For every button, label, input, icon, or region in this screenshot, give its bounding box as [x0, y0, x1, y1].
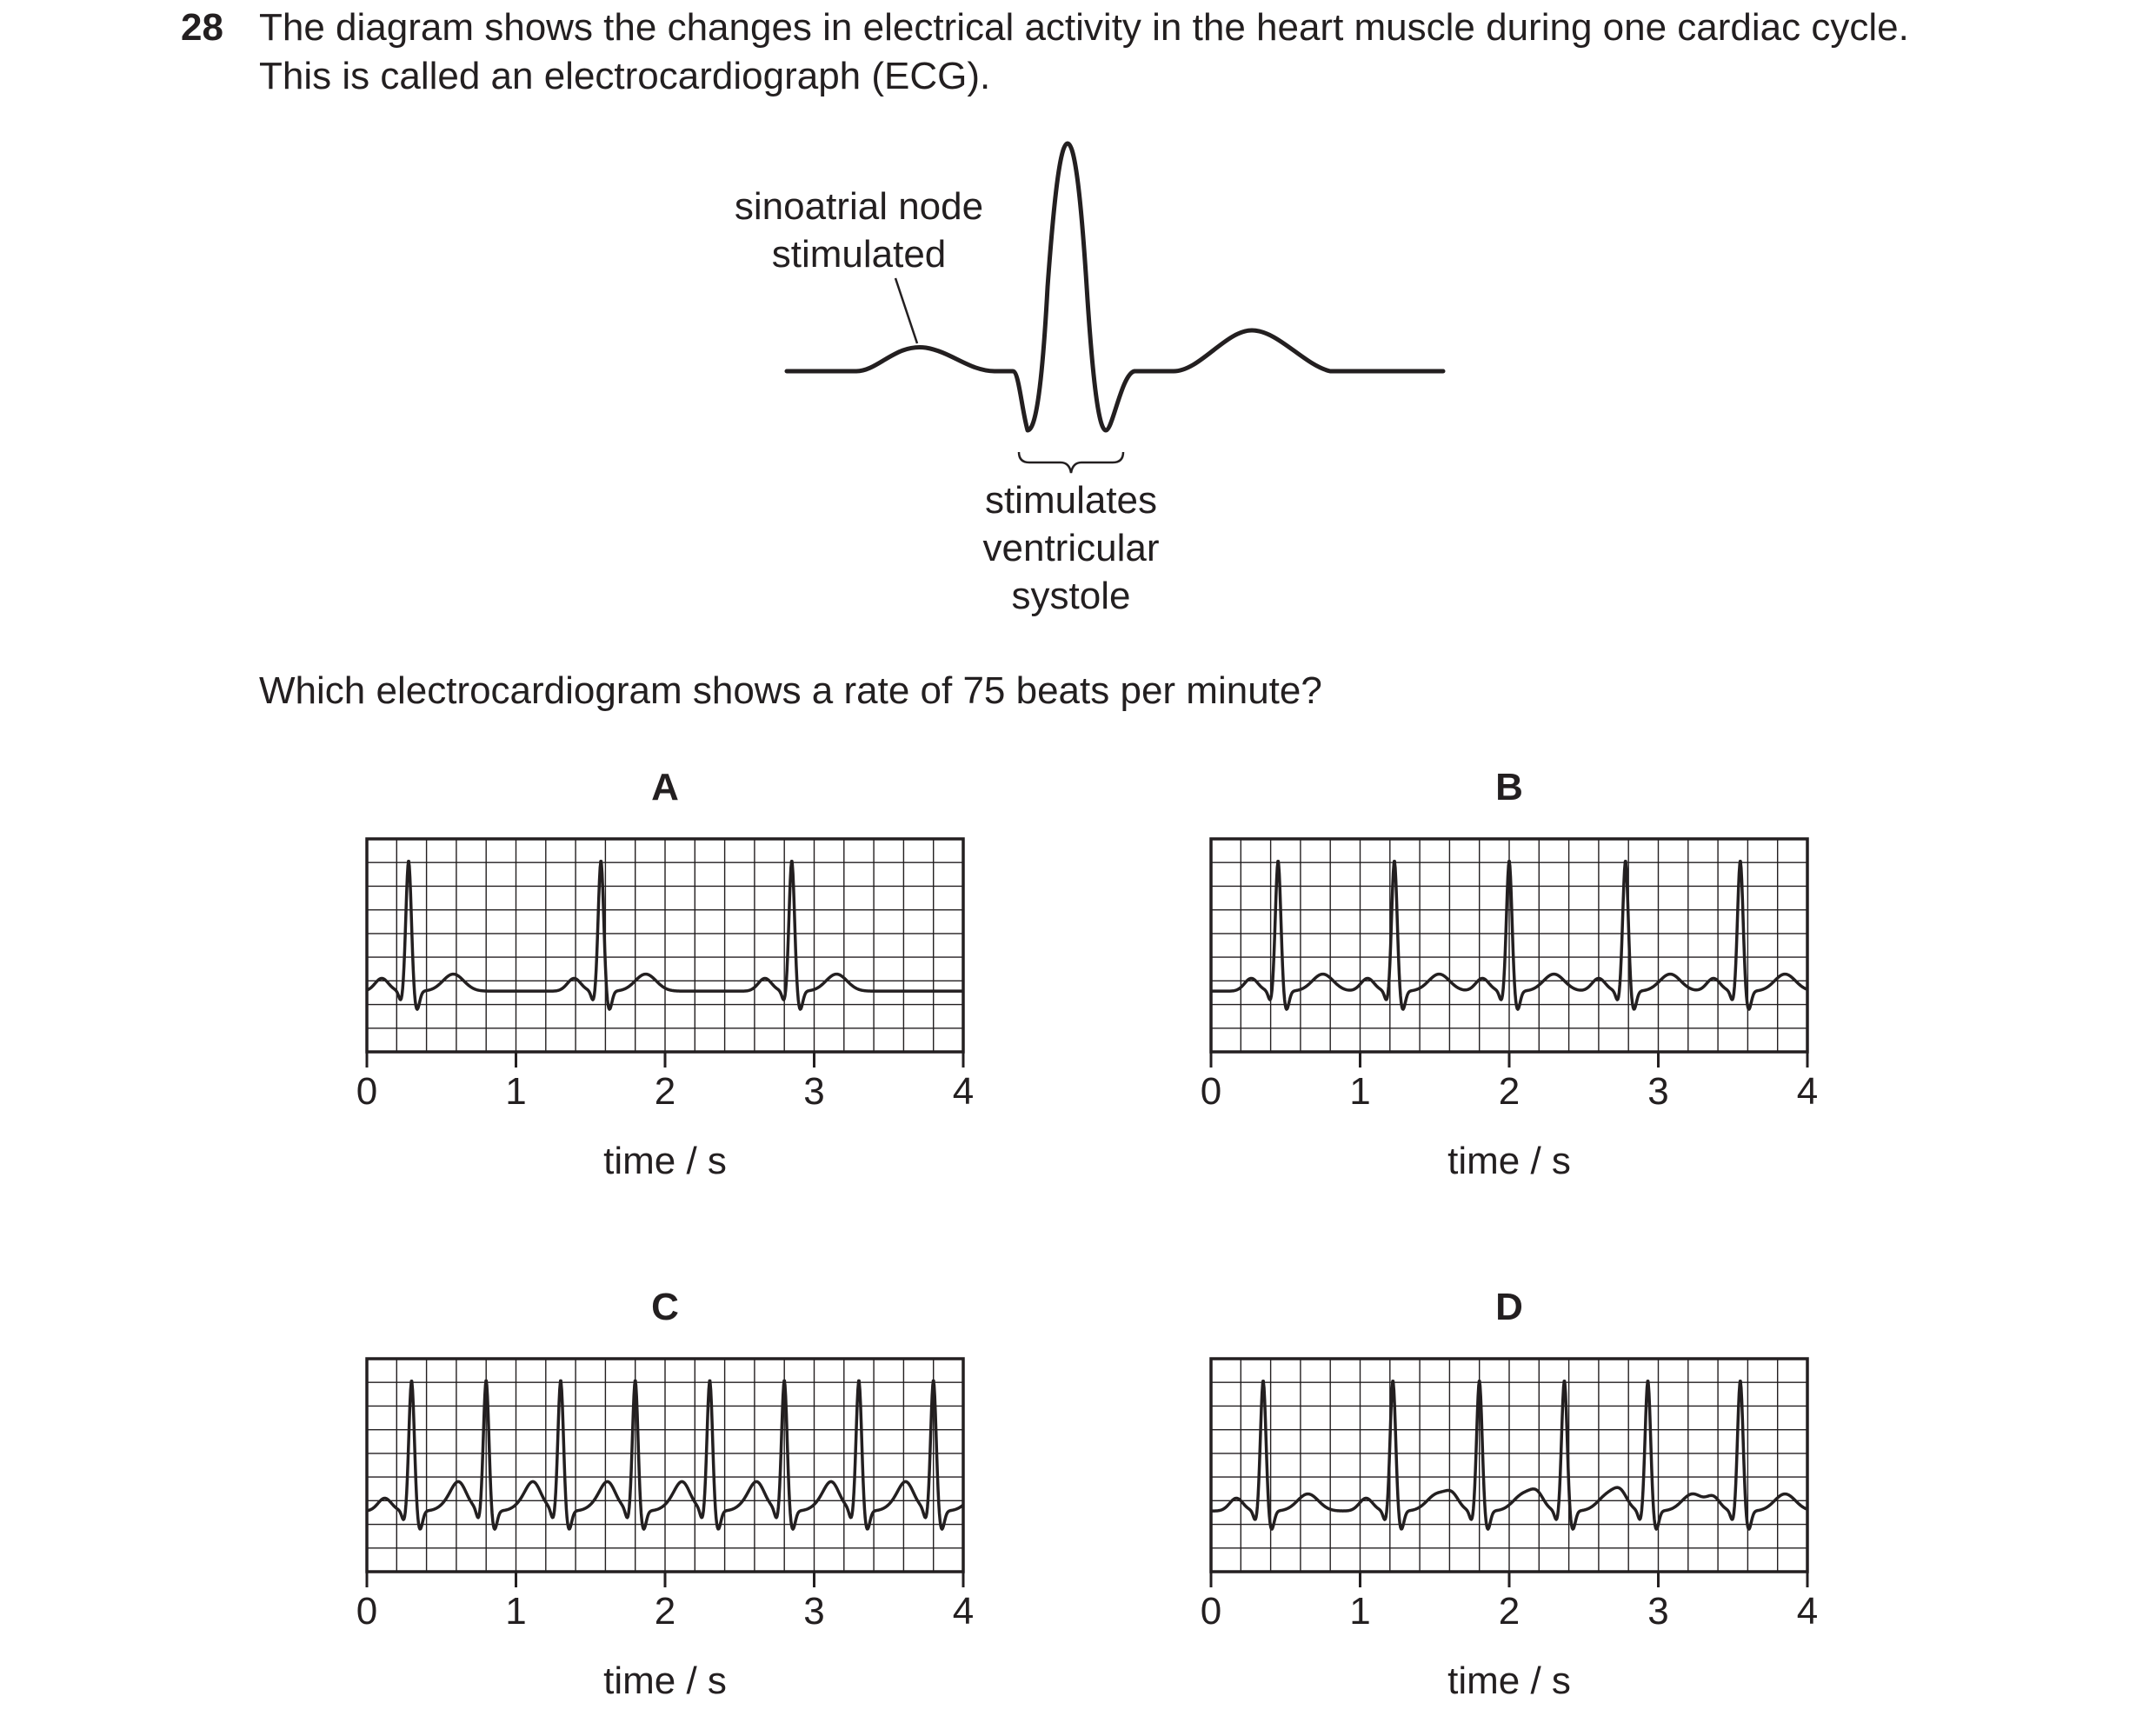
x-tick-label: 3 — [803, 1070, 825, 1113]
beat-peak-d — [1646, 1380, 1649, 1383]
beat-peak-d — [1391, 1380, 1394, 1383]
beat-peak-c — [932, 1380, 935, 1383]
x-tick-label: 1 — [505, 1070, 527, 1113]
beat-peak-a — [790, 860, 794, 863]
chart-grid-d — [1211, 1359, 1807, 1572]
x-tick-label: 1 — [1349, 1070, 1371, 1113]
stem-line-2: This is called an electrocardiograph (ECG). — [259, 55, 991, 97]
ventricular-label-line-2: ventricular — [982, 527, 1160, 569]
x-tick-label: 2 — [1498, 1070, 1521, 1113]
x-tick-label: 0 — [1200, 1590, 1222, 1633]
beat-peak-a — [407, 860, 410, 863]
beat-peak-d — [1739, 1380, 1742, 1383]
x-tick-label: 4 — [1796, 1070, 1819, 1113]
beat-peak-c — [559, 1380, 562, 1383]
x-tick-label: 1 — [1349, 1590, 1371, 1633]
x-tick-label: 3 — [1647, 1590, 1669, 1633]
beat-peak-c — [708, 1380, 711, 1383]
beat-peak-c — [857, 1380, 861, 1383]
x-tick-label: 2 — [1498, 1590, 1521, 1633]
beat-peak-b — [1624, 860, 1627, 863]
chart-grid-a — [367, 839, 963, 1052]
beat-peak-c — [409, 1380, 413, 1383]
x-tick-label: 1 — [505, 1590, 527, 1633]
x-axis-label-b: time / s — [1447, 1140, 1571, 1182]
beat-peak-b — [1739, 860, 1742, 863]
beat-peak-a — [599, 860, 602, 863]
x-axis-label-c: time / s — [603, 1659, 727, 1702]
ecg-chart-c — [356, 1286, 974, 1702]
beat-peak-c — [634, 1380, 637, 1383]
ecg-chart-d — [1201, 1286, 1818, 1702]
x-tick-label: 2 — [654, 1590, 676, 1633]
ecg-answer-options — [356, 766, 1818, 1702]
beat-peak-b — [1507, 860, 1511, 863]
beat-peak-d — [1261, 1380, 1265, 1383]
beat-peak-b — [1276, 860, 1280, 863]
x-axis-label-d: time / s — [1447, 1659, 1571, 1702]
x-tick-label: 0 — [356, 1590, 378, 1633]
beat-peak-c — [782, 1380, 786, 1383]
chart-title-a: A — [651, 766, 679, 808]
chart-title-b: B — [1495, 766, 1523, 808]
sa-node-label-line-1: sinoatrial node — [734, 185, 984, 228]
x-tick-label: 3 — [803, 1590, 825, 1633]
x-tick-label: 4 — [952, 1070, 975, 1113]
question-prompt: Which electrocardiogram shows a rate of 75 beats per minute? — [259, 669, 1322, 712]
beat-peak-d — [1478, 1380, 1481, 1383]
x-tick-label: 0 — [356, 1070, 378, 1113]
x-tick-label: 3 — [1647, 1070, 1669, 1113]
sa-node-pointer-line — [895, 278, 917, 343]
ventricular-brace — [1019, 452, 1123, 473]
x-tick-label: 0 — [1200, 1070, 1222, 1113]
x-tick-label: 4 — [1796, 1590, 1819, 1633]
beat-peak-b — [1393, 860, 1396, 863]
ecg-chart-a — [356, 766, 974, 1182]
chart-title-d: D — [1495, 1286, 1523, 1328]
beat-peak-d — [1562, 1380, 1566, 1383]
chart-title-c: C — [651, 1286, 679, 1328]
x-axis-label-a: time / s — [603, 1140, 727, 1182]
x-tick-label: 2 — [654, 1070, 676, 1113]
ecg-chart-b — [1201, 766, 1818, 1182]
sa-node-label-line-2: stimulated — [771, 233, 947, 276]
cardiac-cycle-diagram — [735, 143, 1443, 617]
question-number: 28 — [181, 6, 223, 49]
ventricular-label-line-3: systole — [1011, 575, 1131, 617]
chart-grid-c — [367, 1359, 963, 1572]
ventricular-label-line-1: stimulates — [984, 479, 1158, 522]
beat-peak-c — [484, 1380, 488, 1383]
stem-line-1: The diagram shows the changes in electrical activity in the heart muscle during one cardiac cycle. — [259, 6, 1909, 49]
x-tick-label: 4 — [952, 1590, 975, 1633]
